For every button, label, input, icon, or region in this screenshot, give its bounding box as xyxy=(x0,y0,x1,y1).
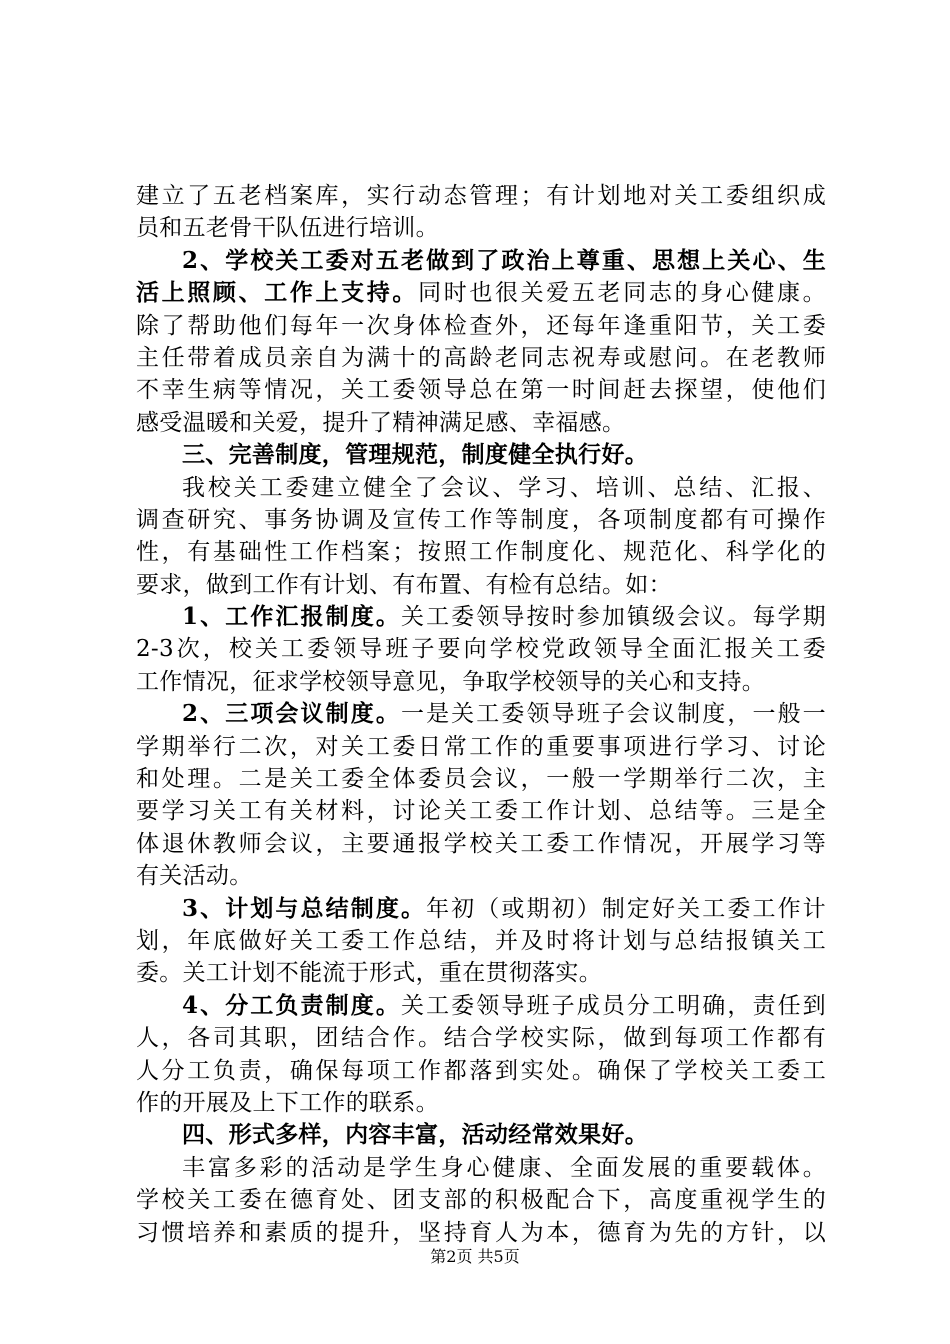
text-line xyxy=(136,731,826,763)
body-text: 学期举行二次，对关工委日常工作的重要事项进行学习、讨论 xyxy=(136,733,826,760)
body-text: 性，有基础性工作档案；按照工作制度化、规范化、科学化的 xyxy=(136,539,826,566)
text-line xyxy=(136,504,826,536)
body-text: 划，年底做好关工委工作总结，并及时将计划与总结报镇关工 xyxy=(136,927,826,954)
bold-text: 三、完善制度，管理规范，制度健全执行好。 xyxy=(182,441,648,469)
bold-text: 1、工作汇报制度。 xyxy=(182,603,401,631)
text-line xyxy=(136,893,826,925)
text-line xyxy=(136,1055,826,1087)
body-text: 同时也很关爱五老同志的身心健康。 xyxy=(418,280,826,307)
text-line xyxy=(136,277,826,309)
text-line xyxy=(136,310,826,342)
body-text: 年初（或期初）制定好关工委工作计 xyxy=(426,895,826,922)
body-text: 学校关工委在德育处、团支部的积极配合下，高度重视学生的 xyxy=(136,1187,826,1214)
body-text: 关工委领导按时参加镇级会议。每学期 xyxy=(400,604,826,631)
body-text: 调查研究、事务协调及宣传工作等制度，各项制度都有可操作 xyxy=(136,506,826,533)
text-line xyxy=(136,925,826,957)
text-line xyxy=(136,342,826,374)
body-text: 人分工负责，确保每项工作都落到实处。确保了学校关工委工 xyxy=(136,1057,826,1084)
page-footer: 第2页 共5页 xyxy=(430,1247,520,1266)
body-text: 建立了五老档案库，实行动态管理；有计划地对关工委组织成 xyxy=(136,183,826,209)
body-text: 2-3次，校关工委领导班子要向学校党政领导全面汇报关工委 xyxy=(136,636,826,663)
bold-text: 四、形式多样，内容丰富，活动经常效果好。 xyxy=(182,1121,648,1149)
body-text: 不幸生病等情况，关工委领导总在第一时间赶去探望，使他们 xyxy=(136,377,826,404)
body-text: 习惯培养和素质的提升，坚持育人为本，德育为先的方针，以 xyxy=(136,1219,826,1246)
text-line xyxy=(136,666,826,698)
body-text: 除了帮助他们每年一次身体检查外，还每年逢重阳节，关工委 xyxy=(136,312,826,339)
text-line xyxy=(136,439,826,471)
text-line xyxy=(136,1217,826,1249)
body-text: 关工委领导班子成员分工明确，责任到 xyxy=(400,992,826,1019)
text-line xyxy=(136,180,826,212)
text-line xyxy=(136,472,826,504)
text-line xyxy=(136,698,826,730)
body-text: 有关活动。 xyxy=(136,863,253,890)
body-text: 人，各司其职，团结合作。结合学校实际，做到每项工作都有 xyxy=(136,1025,826,1052)
text-line xyxy=(136,407,826,439)
text-line xyxy=(136,633,826,665)
bold-text: 4、分工负责制度。 xyxy=(182,991,401,1019)
body-text: 和处理。二是关工委全体委员会议，一般一学期举行二次，主 xyxy=(136,766,826,793)
text-line xyxy=(136,795,826,827)
bold-text: 活上照顾、工作上支持。 xyxy=(136,279,419,307)
document-body xyxy=(136,180,826,1249)
body-text: 工作情况，征求学校领导意见，争取学校领导的关心和支持。 xyxy=(136,668,766,695)
text-line xyxy=(136,1022,826,1054)
text-line xyxy=(136,1087,826,1119)
body-text: 一是关工委领导班子会议制度，一般一 xyxy=(400,701,826,728)
bold-text: 3、计划与总结制度。 xyxy=(182,894,427,922)
text-line xyxy=(136,860,826,892)
body-text: 要求，做到工作有计划、有布置、有检有总结。如： xyxy=(136,571,672,598)
body-text: 员和五老骨干队伍进行培训。 xyxy=(136,215,439,242)
text-line xyxy=(136,990,826,1022)
text-line xyxy=(136,536,826,568)
body-text: 我校关工委建立健全了会议、学习、培训、总结、汇报、 xyxy=(182,474,826,501)
body-text: 委。关工计划不能流于形式，重在贯彻落实。 xyxy=(136,960,602,987)
bold-text: 2、三项会议制度。 xyxy=(182,700,401,728)
body-text: 体退休教师会议，主要通报学校关工委工作情况，开展学习等 xyxy=(136,830,826,857)
body-text: 作的开展及上下工作的联系。 xyxy=(136,1089,439,1116)
text-line xyxy=(136,1184,826,1216)
text-line xyxy=(136,1152,826,1184)
text-line xyxy=(136,1119,826,1151)
text-line xyxy=(136,212,826,244)
text-line xyxy=(136,828,826,860)
text-line xyxy=(136,957,826,989)
text-line xyxy=(136,245,826,277)
body-text: 感受温暖和关爱，提升了精神满足感、幸福感。 xyxy=(136,409,626,436)
body-text: 要学习关工有关材料，讨论关工委工作计划、总结等。三是全 xyxy=(136,798,826,825)
text-line xyxy=(136,763,826,795)
body-text: 丰富多彩的活动是学生身心健康、全面发展的重要载体。 xyxy=(182,1154,826,1181)
text-line xyxy=(136,374,826,406)
text-line xyxy=(136,569,826,601)
bold-text: 2、学校关工委对五老做到了政治上尊重、思想上关心、生 xyxy=(182,246,826,274)
text-line xyxy=(136,601,826,633)
body-text: 主任带着成员亲自为满十的高龄老同志祝寿或慰问。在老教师 xyxy=(136,344,826,371)
